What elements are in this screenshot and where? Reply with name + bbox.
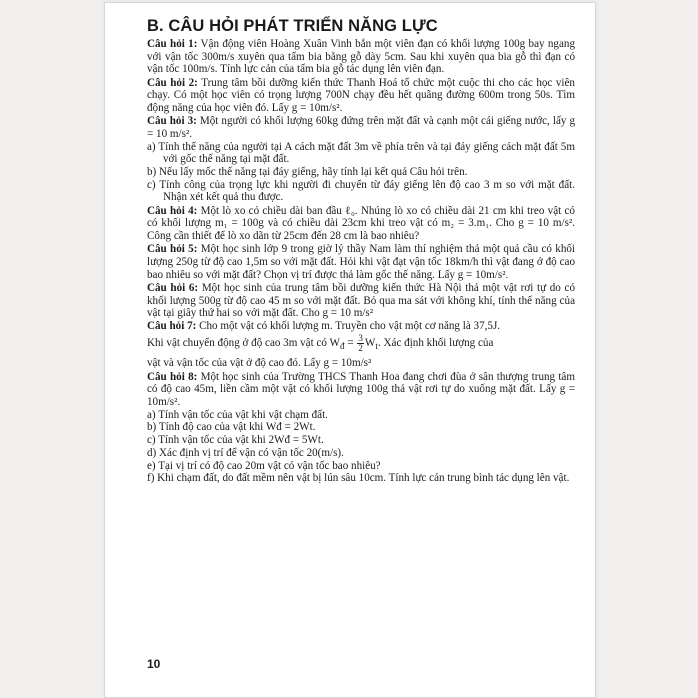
question-text: Vận động viên Hoàng Xuân Vinh bắn một viên đạn có khối lượng 100g bay ngang với vận tốc 300m/s xuyên qua tấm bia bằng gỗ dày 5cm. Sau khi xuyên qua bia gỗ thì đạn có vận tốc 100m/s. Tính lực cản của tấm bia gỗ tác dụng lên viên đạn. bbox=[147, 38, 575, 76]
question-6 bbox=[147, 282, 575, 320]
question-5 bbox=[147, 243, 575, 281]
question-8-part-b: b) Tính độ cao của vật khi Wđ = 2Wt. bbox=[147, 421, 316, 434]
subscript-t: t bbox=[375, 342, 378, 353]
question-text: Một học sinh của trung tâm bồi dưỡng kiến thức Hà Nội thả một vật rơi tự do có khối lượng 500g từ độ cao 45 m so với mặt đất. Bỏ qua ma sát với không khí, tính thế năng của vật tại giây thứ hai so với mặt đất. Cho g = 10 m/s² bbox=[147, 281, 575, 320]
question-text: Một lò xo có chiều dài ban đầu ℓ₀. Nhúng lò xo có chiều dài 21 cm khi treo vật có có khối lượng m₁ = 100g và có chiều dài 23cm khi treo vật có m₂ = 3.m₁. Cho g = 10 m/s². Công cần thiết để lò xo dãn từ 25cm đến 28 cm là bao nhiêu? bbox=[147, 204, 575, 243]
page-content bbox=[147, 17, 575, 485]
question-8 bbox=[147, 371, 575, 409]
question-8-part-a: a) Tính vận tốc của vật khi vật chạm đất. bbox=[147, 408, 328, 421]
question-label: Câu hỏi 8: bbox=[147, 370, 198, 383]
question-text: Một học sinh của Trường THCS Thanh Hoa đang chơi đùa ở sân thượng trung tâm có độ cao 45m, liền cầm một vật có khối lượng 100g thả vật rơi tự do xuống mặt đất. Lấy g = 10m/s². bbox=[147, 370, 575, 408]
question-3 bbox=[147, 115, 575, 140]
question-3-part-c: c) Tính công của trọng lực khi người đi chuyển từ đáy giếng lên độ cao 3 m so với mặt đất. Nhận xét kết quả thu được. bbox=[147, 178, 575, 204]
question-text: Trung tâm bồi dưỡng kiến thức Thanh Hoá tổ chức một cuộc thi cho các học viên chạy. Có một học viên có trọng lượng 700N chạy đều hết quãng đường 600m trong 50s. Tìm động năng của học viên đó. Lấy g = 10m/s². bbox=[147, 76, 575, 115]
page-number: 10 bbox=[147, 657, 161, 671]
question-text: Một người có khối lượng 60kg đứng trên mặt đất và cạnh một cái giếng nước, lấy g = 10 m/s². bbox=[147, 115, 575, 140]
question-label: Câu hỏi 6: bbox=[147, 281, 199, 294]
question-3-part-b: b) Nếu lấy mốc thế năng tại đáy giếng, hãy tính lại kết quả Câu hỏi trên. bbox=[147, 166, 468, 179]
question-8-part-c: c) Tính vận tốc của vật khi 2Wđ = 5Wt. bbox=[147, 434, 324, 447]
question-label: Câu hỏi 1: bbox=[147, 38, 198, 50]
question-7-continuation: Khi vật chuyển động ở độ cao 3m vật có $W_đ$ = $\frac{3}{2}$ $W_t$. Xác định khối lượng của bbox=[147, 333, 494, 354]
question-label: Câu hỏi 5: bbox=[147, 243, 198, 256]
question-8-part-d: d) Xác định vị trí để vận có vận tốc 20(m/s). bbox=[147, 446, 344, 459]
question-3-part-a: a) Tính thế năng của người tại A cách mặt đất 3m về phía trên và tại đáy giếng cách mặt đất 5m với gốc thế năng tại mặt đất. bbox=[147, 140, 575, 166]
question-text: Một học sinh lớp 9 trong giờ lý thầy Nam làm thí nghiệm thả một quả cầu có khối lượng 250g từ độ cao 1,5m so với mặt đất. Hỏi khi vật đạt vận tốc 18km/h thì vật đang ở độ cao bao nhiêu so với mặt đất? Chọn vị trí được thả làm gốc thế năng. Lấy g = 10m/s². bbox=[147, 243, 575, 281]
section-heading: B. CÂU HỎI PHÁT TRIỂN NĂNG LỰC bbox=[147, 17, 438, 35]
fraction: $\frac{3}{2}$ bbox=[358, 333, 363, 354]
question-label: Câu hỏi 2: bbox=[147, 76, 198, 89]
question-7 bbox=[147, 320, 575, 333]
question-8-part-f: f) Khi chạm đất, do đất mềm nên vật bị lún sâu 10cm. Tính lực cản trung bình tác dụng lên vật. bbox=[147, 472, 570, 485]
subscript-d: đ bbox=[339, 342, 345, 353]
book-page bbox=[104, 2, 596, 698]
question-8-part-e: e) Tại vị trí có độ cao 20m vật có vận tốc bao nhiêu? bbox=[147, 459, 381, 472]
question-label: Câu hỏi 3: bbox=[147, 115, 197, 128]
question-label: Câu hỏi 4: bbox=[147, 204, 198, 217]
question-2 bbox=[147, 77, 575, 115]
question-1 bbox=[147, 38, 575, 76]
question-7-continuation-2: vật và vận tốc của vật ở độ cao đó. Lấy g = 10m/s² bbox=[147, 357, 372, 370]
question-4 bbox=[147, 205, 575, 243]
question-text: Cho một vật có khối lượng m. Truyền cho vật một cơ năng là 37,5J. bbox=[199, 320, 501, 333]
question-label: Câu hỏi 7: bbox=[147, 320, 197, 333]
